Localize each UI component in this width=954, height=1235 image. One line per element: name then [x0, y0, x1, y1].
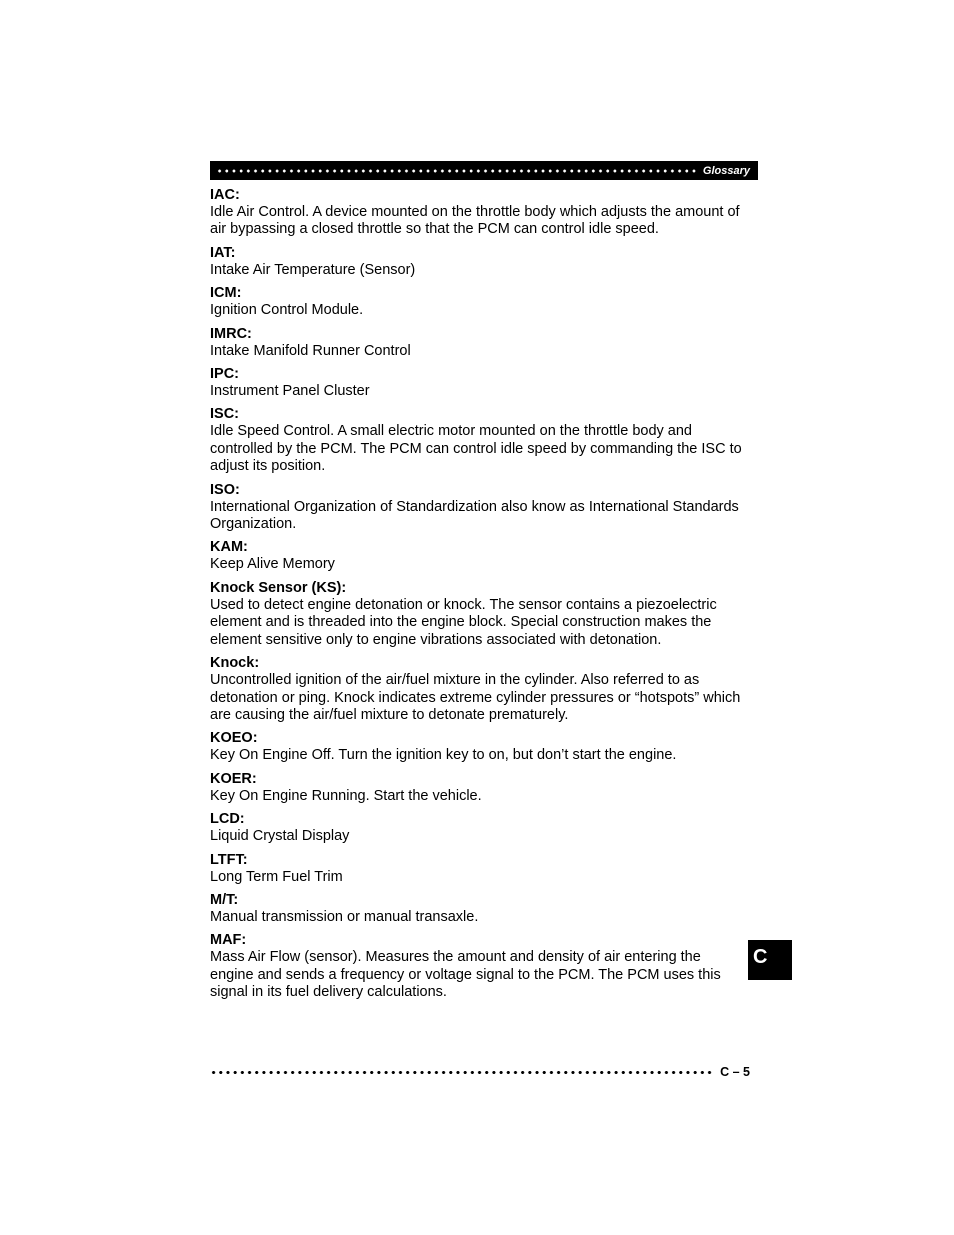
glossary-entry-iso	[210, 482, 746, 534]
glossary-entry-ltft	[210, 852, 746, 886]
glossary-entry-knock-sensor	[210, 580, 746, 649]
glossary-definition: Liquid Crystal Display	[210, 828, 350, 845]
page-number: C – 5	[720, 1065, 750, 1079]
glossary-term: LTFT:	[210, 851, 248, 868]
glossary-entry-maf	[210, 932, 746, 1001]
glossary-term: MAF:	[210, 932, 247, 949]
glossary-term: KOER:	[210, 770, 257, 787]
glossary-entry-iac	[210, 187, 746, 239]
glossary-definition: Key On Engine Off. Turn the ignition key to on, but don’t start the engine.	[210, 747, 677, 764]
page-footer	[210, 1063, 750, 1081]
header-dot-leader	[216, 169, 697, 173]
glossary-definition: Uncontrolled ignition of the air/fuel mixture in the cylinder. Also referred to as detonation or ping. Knock indicates extreme cylinder pressures or “hotspots” which are causing the air/fuel mixture to detonate prematurely.	[210, 672, 741, 723]
section-title: Glossary	[702, 164, 750, 177]
glossary-definition: Keep Alive Memory	[210, 556, 335, 573]
glossary-definition: Used to detect engine detonation or knock. The sensor contains a piezoelectric element and is threaded into the engine block. Special construction makes the element sensitive only to engine vibrations associated with detonation.	[210, 596, 717, 648]
glossary-definition: Mass Air Flow (sensor). Measures the amount and density of air entering the engine and sends a frequency or voltage signal to the PCM. The PCM uses this signal in its fuel delivery calculations.	[210, 949, 721, 1001]
section-header-bar	[210, 161, 758, 180]
glossary-definition: Long Term Fuel Trim	[210, 868, 343, 885]
glossary-term: Knock Sensor (KS):	[210, 579, 347, 596]
glossary-definition: Intake Manifold Runner Control	[210, 342, 411, 359]
glossary-definition: Ignition Control Module.	[210, 302, 364, 319]
glossary-definition: Intake Air Temperature (Sensor)	[210, 261, 416, 278]
glossary-entry-isc	[210, 406, 746, 475]
section-thumb-tab: C	[748, 940, 792, 980]
glossary-entry-knock	[210, 655, 746, 724]
footer-dot-leader	[210, 1070, 714, 1075]
glossary-entry-kam	[210, 539, 746, 573]
glossary-definition: Instrument Panel Cluster	[210, 383, 370, 400]
glossary-term: Knock:	[210, 655, 260, 672]
glossary-definition: Idle Air Control. A device mounted on the throttle body which adjusts the amount of air bypassing a closed throttle so that the PCM can control idle speed.	[210, 204, 740, 238]
glossary-term: IPC:	[210, 366, 239, 383]
glossary-entry-koeo	[210, 730, 746, 764]
glossary-entry-lcd	[210, 811, 746, 845]
glossary-entry-iat	[210, 245, 746, 279]
glossary-definition: Idle Speed Control. A small electric motor mounted on the throttle body and controlled by the PCM. The PCM can control idle speed by commanding the ISC to adjust its position.	[210, 423, 742, 475]
glossary-definition: Key On Engine Running. Start the vehicle.	[210, 787, 482, 804]
glossary-entry-imrc	[210, 326, 746, 360]
glossary-entry-koer	[210, 771, 746, 805]
glossary-list	[210, 187, 746, 1008]
glossary-term: ICM:	[210, 285, 242, 302]
glossary-term: IAC:	[210, 187, 240, 203]
glossary-definition: Manual transmission or manual transaxle.	[210, 908, 479, 925]
glossary-entry-icm	[210, 285, 746, 319]
glossary-term: KAM:	[210, 539, 248, 556]
glossary-term: IMRC:	[210, 325, 252, 342]
glossary-term: IAT:	[210, 244, 236, 261]
glossary-term: M/T:	[210, 891, 239, 908]
glossary-term: KOEO:	[210, 730, 258, 747]
glossary-term: LCD:	[210, 811, 245, 828]
glossary-definition: International Organization of Standardization also know as International Standards Organization.	[210, 498, 739, 533]
glossary-entry-mt	[210, 892, 746, 926]
glossary-term: ISO:	[210, 481, 240, 498]
glossary-entry-ipc	[210, 366, 746, 400]
glossary-term: ISC:	[210, 406, 239, 423]
